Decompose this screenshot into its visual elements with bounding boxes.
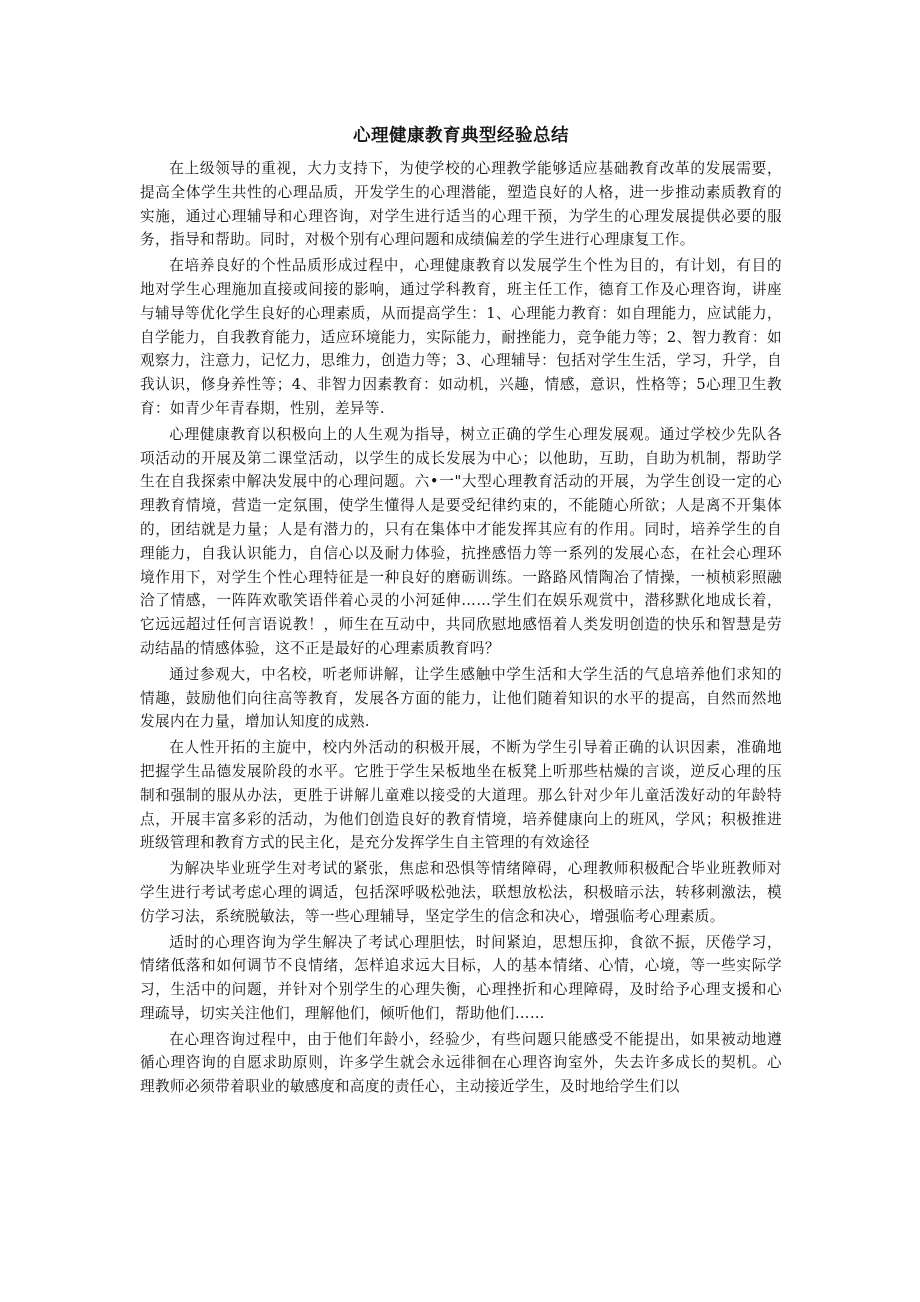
body-paragraph-3: 心理健康教育以积极向上的人生观为指导，树立正确的学生心理发展观。通过学校少先队各项活动的开展及第二课堂活动，以学生的成长发展为中心；以他助，互助，自助为机制，帮助学生在自我探索中解决发展中的心理问题。六•一"大型心理教育活动的开展，为学生创设一定的心理教育情境，营造一定氛围，使学生懂得人是要受纪律约束的，不能随心所欲；人是离不开集体的，团结就是力量；人是有潜力的，只有在集体中才能发挥其应有的作用。同时，培养学生的自理能力，自我认识能力，自信心以及耐力体验，抗挫感悟力等一系列的发展心态，在社会心理环境作用下，对学生个性心理特征是一种良好的磨砺训练。一路路风情陶冶了情操，一桢桢彩照融洽了情感，一阵阵欢歌笑语伴着心灵的小河延伸……学生们在娱乐观赏中，潜移默化地成长着，它远远超过任何言语说教！，师生在互动中，共同欣慰地感悟着人类发明创造的快乐和智慧是劳动结晶的情感体验，这不正是最好的心理素质教育吗？ [140,425,782,657]
body-paragraph-4: 通过参观大，中名校，听老师讲解，让学生感触中学生活和大学生活的气息培养他们求知的情趣，鼓励他们向往高等教育，发展各方面的能力，让他们随着知识的水平的提高，自然而然地发展内在力量，增加认知度的成熟. [140,665,782,731]
body-paragraph-1: 在上级领导的重视，大力支持下，为使学校的心理教学能够适应基础教育改革的发展需要，提高全体学生共性的心理品质，开发学生的心理潜能，塑造良好的人格，进一步推动素质教育的实施，通过心理辅导和心理咨询，对学生进行适当的心理干预，为学生的心理发展提供必要的服务，指导和帮助。同时，对极个别有心理问题和成绩偏差的学生进行心理康复工作。 [140,160,782,249]
body-paragraph-5: 在人性开拓的主旋中，校内外活动的积极开展，不断为学生引导着正确的认识因素，准确地把握学生品德发展阶段的水平。它胜于学生呆板地坐在板凳上听那些枯燥的言谈，逆反心理的压制和强制的服从办法，更胜于讲解儿童难以接受的大道理。那么针对少年儿童活泼好动的年龄特点，开展丰富多彩的活动，为他们创造良好的教育情境，培养健康向上的班风，学风；积极推进班级管理和教育方式的民主化，是充分发挥学生自主管理的有效途径 [140,739,782,852]
body-paragraph-6: 为解决毕业班学生对考试的紧张，焦虑和恐惧等情绪障碍，心理教师积极配合毕业班教师对学生进行考试考虑心理的调适，包括深呼吸松弛法，联想放松法，积极暗示法，转移刺激法，模仿学习法，系统脱敏法，等一些心理辅导，坚定学生的信念和决心，增强临考心理素质。 [140,860,782,925]
document-page [140,118,782,1101]
body-paragraph-2: 在培养良好的个性品质形成过程中，心理健康教育以发展学生个性为目的，有计划，有目的地对学生心理施加直接或间接的影响，通过学科教育，班主任工作，德育工作及心理咨询，讲座与辅导等优化学生良好的心理素质，从而提高学生：1、心理能力教育：如自理能力，应试能力，自学能力，自我教育能力，适应环境能力，实际能力，耐挫能力，竞争能力等；2、智力教育：如观察力，注意力，记忆力，思维力，创造力等；3、心理辅导：包括对学生生活，学习，升学，自我认识，修身养性等；4、非智力因素教育：如动机，兴趣，情感，意识，性格等；5心理卫生教育：如青少年青春期，性别，差异等. [140,257,782,417]
body-paragraph-8: 在心理咨询过程中，由于他们年龄小，经验少，有些问题只能感受不能提出，如果被动地遵循心理咨询的自愿求助原则，许多学生就会永远徘徊在心理咨询室外，失去许多成长的契机。心理教师必须带着职业的敏感度和高度的责任心，主动接近学生，及时地给学生们以 [140,1030,782,1096]
body-paragraph-7: 适时的心理咨询为学生解决了考试心理胆怯，时间紧迫，思想压抑，食欲不振，厌倦学习，情绪低落和如何调节不良情绪，怎样追求远大目标，人的基本情绪、心情，心境，等一些实际学习，生活中的问题，并针对个别学生的心理失衡，心理挫折和心理障碍，及时给予心理支援和心理疏导，切实关注他们，理解他们，倾听他们，帮助他们…… [140,933,782,1022]
document-title: 心理健康教育典型经验总结 [353,126,569,146]
